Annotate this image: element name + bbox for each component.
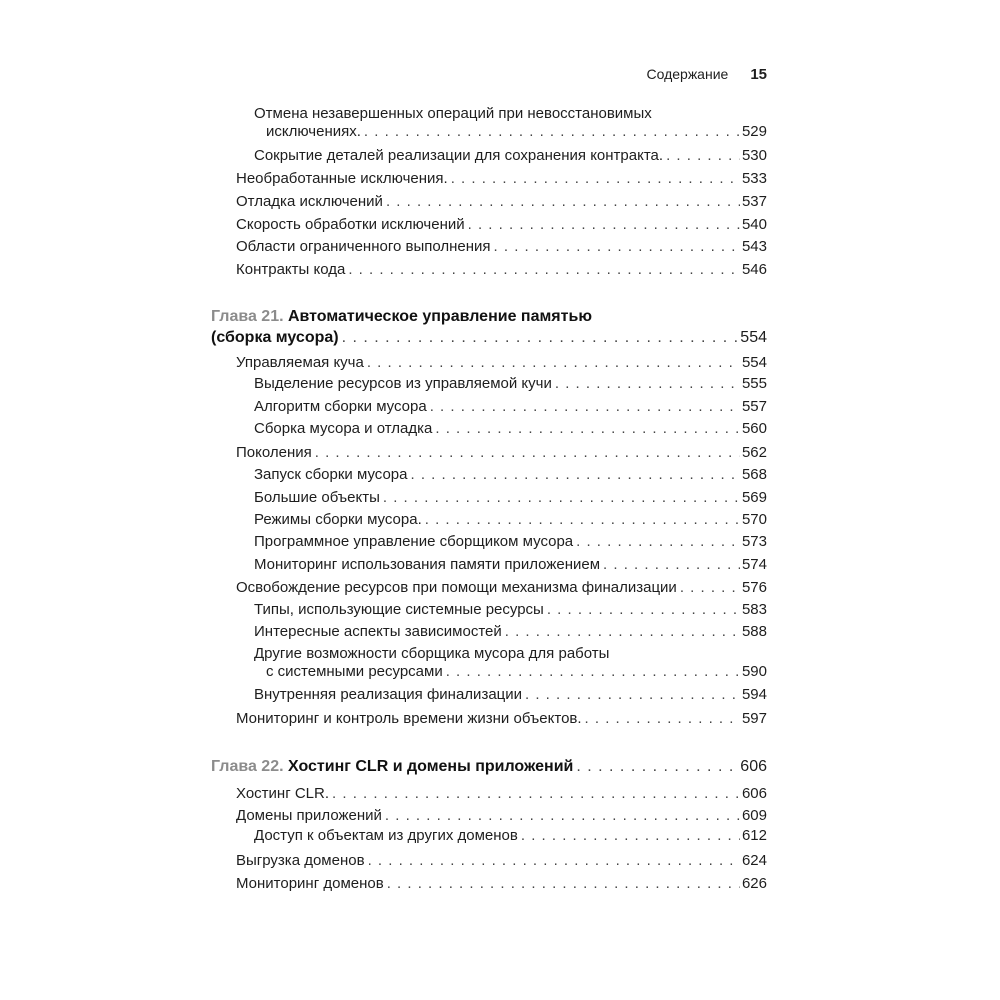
toc-entry-title: исключениях. — [266, 123, 361, 140]
toc-entry-page: 529 — [741, 123, 767, 140]
toc-entry-title: Сокрытие деталей реализации для сохранения контракта. — [254, 147, 664, 164]
toc-entry-page: 626 — [741, 875, 767, 892]
toc-entry-title: Мониторинг и контроль времени жизни объектов. — [236, 710, 582, 727]
toc-entry[interactable] — [254, 465, 767, 485]
dot-leader — [576, 532, 740, 552]
toc-entry-page: 576 — [741, 579, 767, 596]
toc-entry[interactable] — [254, 826, 767, 846]
dot-leader — [446, 662, 740, 682]
toc-entry[interactable] — [254, 532, 767, 552]
dot-leader — [386, 192, 740, 212]
chapter-21-heading-continuation[interactable] — [211, 328, 767, 348]
running-head-title: Содержание — [646, 66, 729, 82]
dot-leader — [585, 709, 740, 729]
toc-entry-page: 583 — [741, 601, 767, 618]
toc-entry-title: Управляемая куча — [236, 354, 364, 371]
toc-entry[interactable] — [266, 122, 767, 142]
toc-entry-page: 562 — [741, 444, 767, 461]
toc-entry-title: Доступ к объектам из других доменов — [254, 827, 518, 844]
toc-entry[interactable] — [254, 510, 767, 530]
chapter-page: 606 — [740, 758, 767, 775]
toc-entry[interactable] — [236, 237, 767, 257]
toc-entry-page: 573 — [741, 533, 767, 550]
toc-entry-title: с системными ресурсами — [266, 663, 443, 680]
toc-entry-title: Отладка исключений — [236, 193, 383, 210]
toc-entry[interactable] — [254, 397, 767, 417]
toc-entry[interactable] — [254, 622, 767, 642]
dot-leader — [348, 260, 740, 280]
toc-entry-page: 588 — [741, 623, 767, 640]
toc-entry[interactable] — [254, 685, 767, 705]
toc-entry-page: 568 — [741, 466, 767, 483]
toc-entry-title: Домены приложений — [236, 807, 382, 824]
toc-entry[interactable] — [254, 600, 767, 620]
toc-entry[interactable] — [236, 874, 767, 894]
toc-entry-title: Хостинг CLR. — [236, 785, 330, 802]
toc-entry-page: 606 — [741, 785, 767, 802]
toc-entry-page: 530 — [741, 147, 767, 164]
toc-entry-text-first-line — [254, 104, 652, 124]
toc-entry-title: Другие возможности сборщика мусора для работы — [254, 645, 610, 662]
dot-leader — [410, 465, 739, 485]
toc-entry-page: 543 — [741, 238, 767, 255]
toc-entry-title: Интересные аспекты зависимостей — [254, 623, 502, 640]
toc-entry-title: Алгоритм сборки мусора — [254, 398, 427, 415]
toc-entry[interactable] — [254, 488, 767, 508]
toc-entry-title: Выгрузка доменов — [236, 852, 365, 869]
dot-leader — [547, 600, 740, 620]
toc-entry[interactable] — [236, 578, 767, 598]
toc-entry-title: Освобождение ресурсов при помощи механизма финализации — [236, 579, 677, 596]
dot-leader — [342, 328, 739, 348]
toc-entry-title: Выделение ресурсов из управляемой кучи — [254, 375, 552, 392]
toc-entry-title: Поколения — [236, 444, 312, 461]
dot-leader — [425, 510, 740, 530]
toc-entry[interactable] — [236, 260, 767, 280]
toc-entry[interactable] — [236, 192, 767, 212]
toc-entry-page: 574 — [741, 556, 767, 573]
toc-entry-page: 569 — [741, 489, 767, 506]
dot-leader — [525, 685, 740, 705]
toc-entry-page: 594 — [741, 686, 767, 703]
dot-leader — [555, 374, 740, 394]
toc-entry-page: 590 — [741, 663, 767, 680]
running-head — [600, 66, 767, 83]
toc-entry[interactable] — [236, 806, 767, 826]
dot-leader — [368, 851, 740, 871]
chapter-title: Хостинг CLR и домены приложений — [288, 758, 574, 775]
toc-entry[interactable] — [254, 555, 767, 575]
toc-entry-page: 560 — [741, 420, 767, 437]
chapter-heading-text — [211, 757, 573, 777]
dot-leader — [576, 757, 738, 777]
dot-leader — [680, 578, 740, 598]
toc-entry[interactable] — [236, 851, 767, 871]
page-number: 15 — [750, 66, 767, 83]
toc-entry[interactable] — [236, 353, 767, 373]
toc-entry-page: 624 — [741, 852, 767, 869]
dot-leader — [435, 419, 740, 439]
toc-entry-title: Необработанные исключения. — [236, 170, 448, 187]
dot-leader — [332, 784, 740, 804]
toc-entry-page: 540 — [741, 216, 767, 233]
chapter-page: 554 — [740, 329, 767, 346]
chapter-22-heading[interactable] — [211, 757, 767, 777]
dot-leader — [468, 215, 740, 235]
dot-leader — [430, 397, 740, 417]
toc-entry-title: Типы, использующие системные ресурсы — [254, 601, 544, 618]
toc-entry[interactable] — [254, 419, 767, 439]
toc-entry[interactable] — [266, 662, 767, 682]
toc-entry-title: Мониторинг доменов — [236, 875, 384, 892]
dot-leader — [494, 237, 740, 257]
dot-leader — [367, 353, 740, 373]
toc-entry-title: Режимы сборки мусора. — [254, 511, 422, 528]
dot-leader — [387, 874, 740, 894]
toc-entry-page: 537 — [741, 193, 767, 210]
toc-entry-page: 570 — [741, 511, 767, 528]
toc-entry-page: 555 — [741, 375, 767, 392]
toc-entry-title: Контракты кода — [236, 261, 346, 278]
toc-entry-page: 609 — [741, 807, 767, 824]
toc-entry-title: Области ограниченного выполнения — [236, 238, 491, 255]
toc-entry-page: 597 — [741, 710, 767, 727]
toc-entry-title: Программное управление сборщиком мусора — [254, 533, 574, 550]
toc-entry-title: Скорость обработки исключений — [236, 216, 465, 233]
toc-entry[interactable] — [236, 443, 767, 463]
dot-leader — [315, 443, 740, 463]
dot-leader — [383, 488, 740, 508]
toc-entry-page: 546 — [741, 261, 767, 278]
toc-entry-page: 533 — [741, 170, 767, 187]
toc-entry-title: Запуск сборки мусора — [254, 466, 408, 483]
toc-entry[interactable] — [254, 374, 767, 394]
toc-entry-title: Большие объекты — [254, 489, 380, 506]
toc-entry-title: Отмена незавершенных операций при невосстановимых — [254, 105, 652, 122]
toc-entry-page: 554 — [741, 354, 767, 371]
dot-leader — [451, 169, 740, 189]
toc-entry-text-first-line — [254, 644, 609, 664]
toc-entry-page: 612 — [741, 827, 767, 844]
chapter-title: (сборка мусора) — [211, 329, 339, 346]
toc-entry[interactable] — [236, 709, 767, 729]
dot-leader — [505, 622, 740, 642]
toc-entry-title: Сборка мусора и отладка — [254, 420, 433, 437]
toc-entry-title: Внутренняя реализация финализации — [254, 686, 523, 703]
dot-leader — [603, 555, 740, 575]
dot-leader — [364, 122, 740, 142]
chapter-label: Глава 21. — [211, 308, 284, 325]
dot-leader — [666, 146, 740, 166]
dot-leader — [521, 826, 740, 846]
chapter-title: Автоматическое управление памятью — [288, 308, 592, 325]
dot-leader — [385, 806, 740, 826]
chapter-21-heading[interactable] — [211, 307, 592, 327]
toc-entry-title: Мониторинг использования памяти приложением — [254, 556, 601, 573]
toc-entry[interactable] — [236, 215, 767, 235]
toc-entry[interactable] — [254, 146, 767, 166]
toc-entry-page: 557 — [741, 398, 767, 415]
toc-entry[interactable] — [236, 169, 767, 189]
toc-entry[interactable] — [236, 784, 767, 804]
chapter-label: Глава 22. — [211, 758, 284, 775]
